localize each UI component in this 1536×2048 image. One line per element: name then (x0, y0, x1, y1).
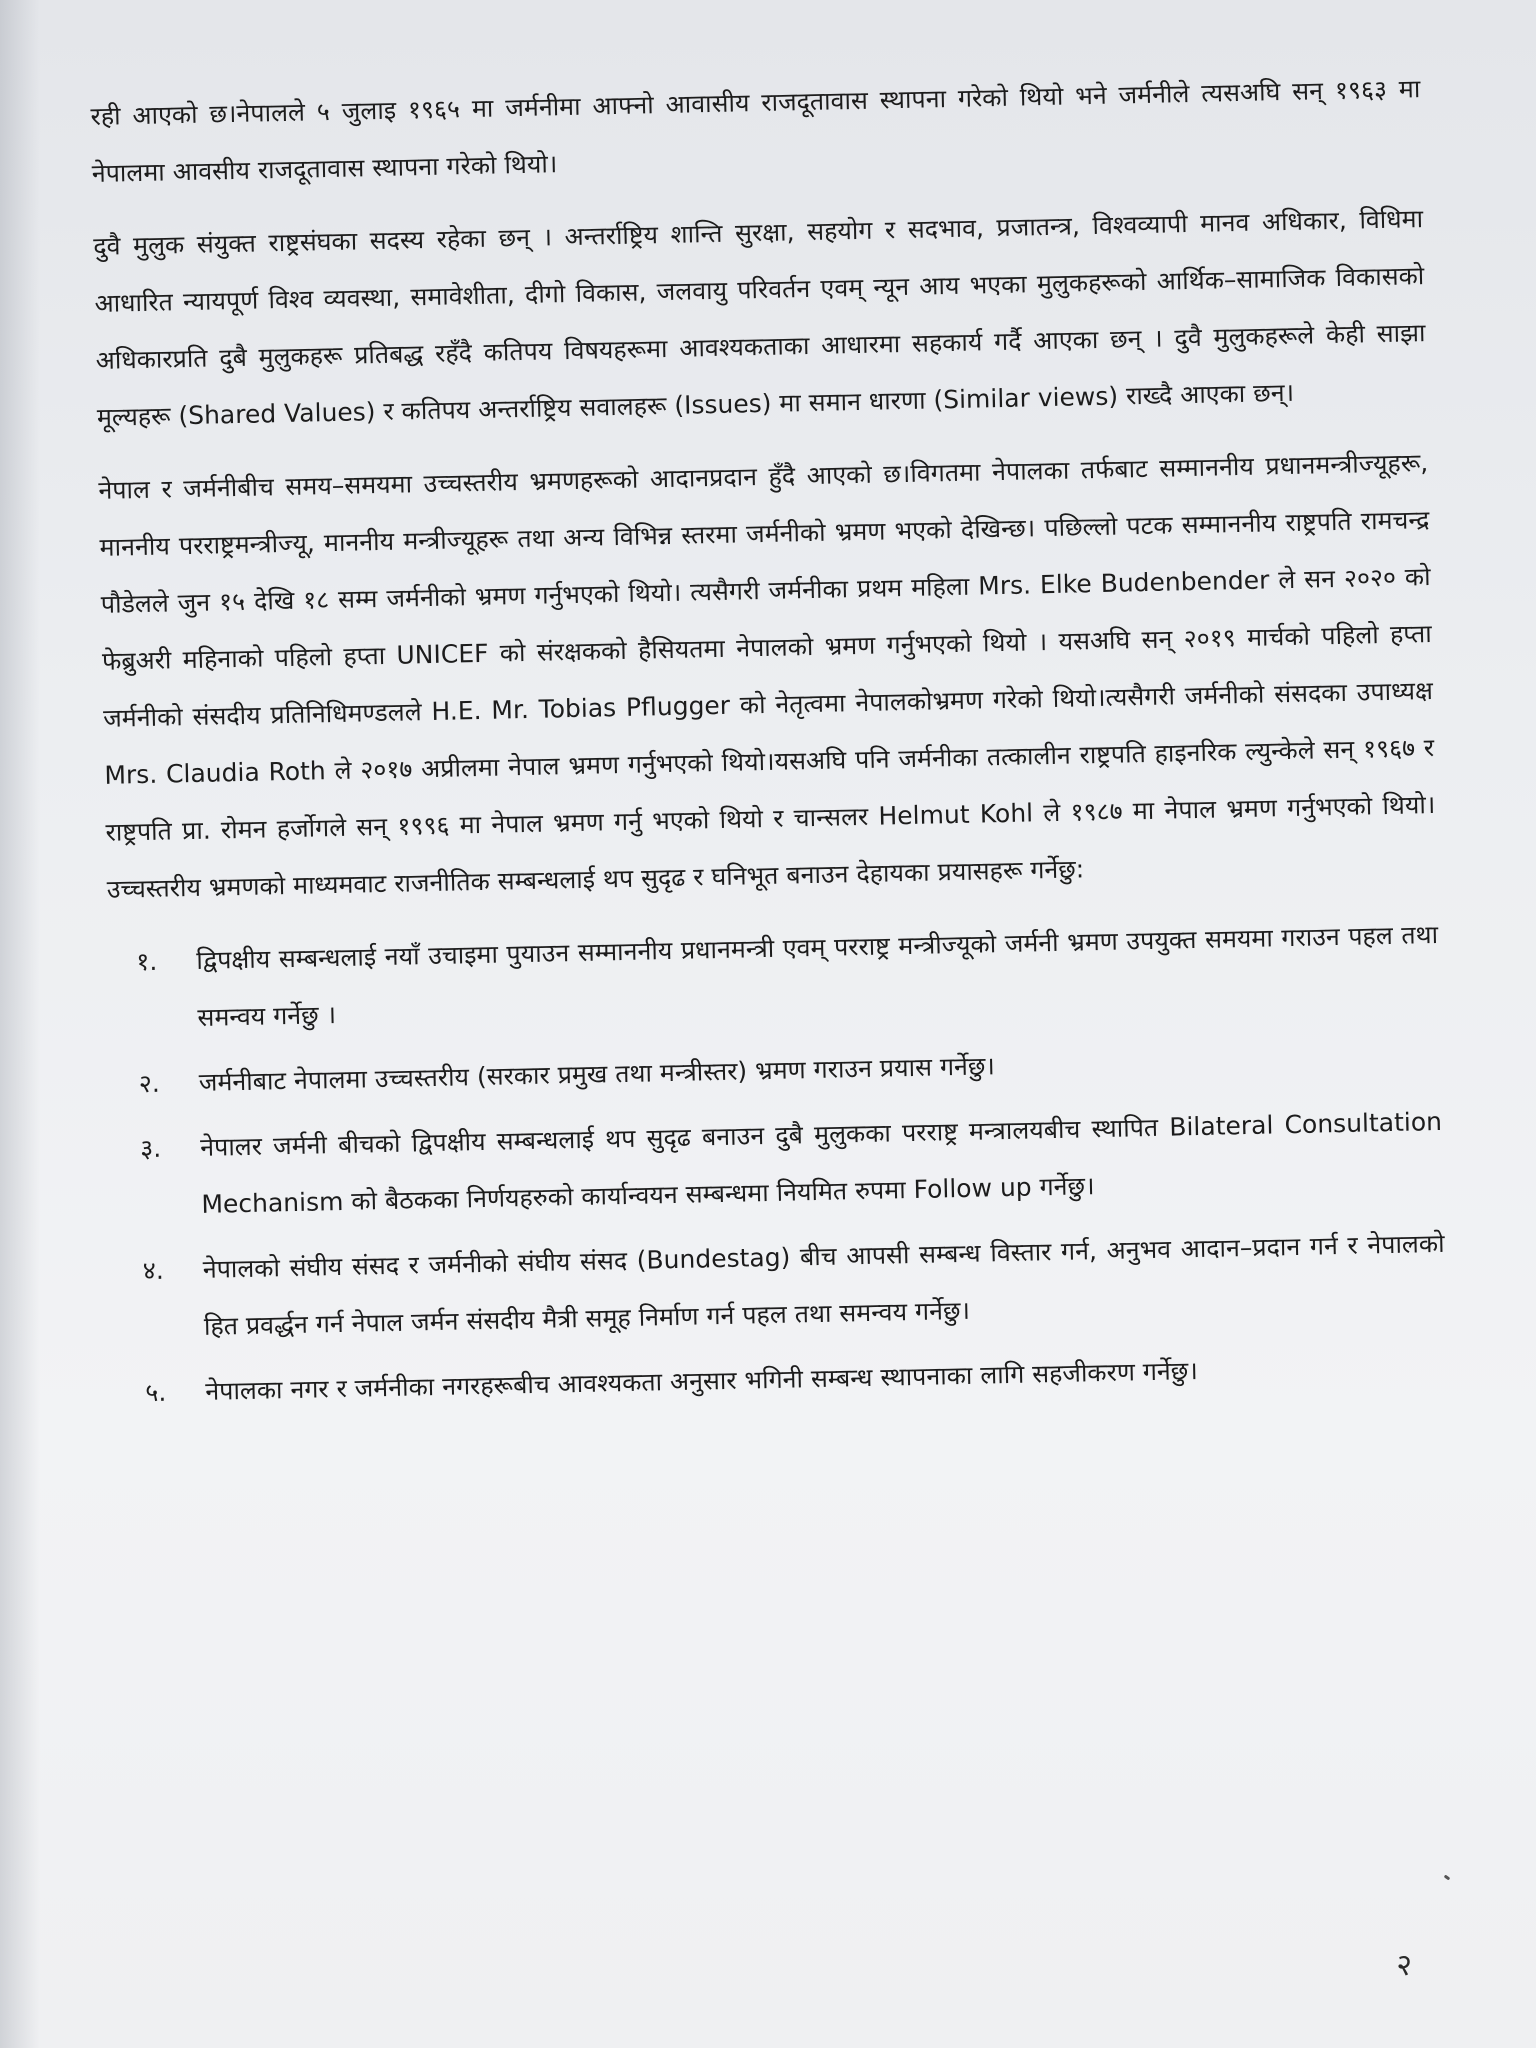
document-body (90, 60, 1448, 1430)
list-item-text: नेपालको संघीय संसद र जर्मनीको संघीय संसद (Bundestag) बीच आपसी सम्बन्ध विस्तार गर्न, अनुभव आदान–प्रदान गर्न र नेपालको हित प्रवर्द्धन गर्न नेपाल जर्मन संसदीय मैत्री समूह निर्माण गर्न पहल तथा समन्वय गर्नेछु। (202, 1228, 1445, 1341)
paragraph-embassy: रही आएको छ।नेपालले ५ जुलाइ १९६५ मा जर्मनीमा आफ्नो आवासीय राजदूतावास स्थापना गरेको थियो भने जर्मनीले त्यसअघि सन् १९६३ मा नेपालमा आवसीय राजदूतावास स्थापना गरेको थियो। (90, 74, 1421, 188)
list-item-number: २. (138, 1068, 161, 1099)
action-list (108, 906, 1448, 1422)
paper-speck (1444, 1875, 1451, 1881)
list-item-number: ४. (142, 1255, 165, 1286)
list-item-number: ३. (139, 1133, 162, 1164)
page-edge-shadow (0, 0, 40, 2048)
page-number: २ (1396, 1948, 1412, 1983)
list-item (112, 1093, 1444, 1235)
paragraph-shared-values: दुवै मुलुक संयुक्त राष्ट्रसंघका सदस्य रहेका छन् । अन्तर्राष्ट्रिय शान्ति सुरक्षा, सहयोग र सदभाव, प्रजातन्त्र, विश्वव्यापी मानव अधिकार, विधिमा आधारित न्यायपूर्ण विश्व व्यवस्था, समावेशीता, दीगो विकास, जलवायु परिवर्तन एवम् न्यून आय भएका मुलुकहरूको आर्थिक–सामाजिक विकासको अधिकारप्रति दुबै मुलुकहरू प्रतिबद्ध रहँदै कतिपय विषयहरूमा आवश्यकताका आधारमा सहकार्य गर्दै आएका छन् । दुवै मुलुकहरूले केही साझा मूल्यहरू (Shared Values) र कतिपय अन्तर्राष्ट्रिय सवालहरू (Issues) मा समान धारणा (Similar views) राख्दै आएका छन्। (93, 204, 1426, 432)
list-item-text: नेपालर जर्मनी बीचको द्विपक्षीय सम्बन्धलाई थप सुदृढ बनाउन दुबै मुलुकका परराष्ट्र मन्त्रालयबीच स्थापित Bilateral Consultation Mechanism को बैठकका निर्णयहरुको कार्यान्वयन सम्बन्धमा नियमित रुपमा Follow up गर्नेछु। (199, 1106, 1443, 1219)
list-item (108, 906, 1440, 1048)
list-item-text: नेपालका नगर र जर्मनीका नगरहरूबीच आवश्यकता अनुसार भगिनी सम्बन्ध स्थापनाका लागि सहजीकरण गर्नेछु। (205, 1356, 1199, 1406)
list-item-number: १. (136, 946, 158, 977)
list-item (114, 1215, 1446, 1357)
list-item-text: द्विपक्षीय सम्बन्धलाई नयाँ उचाइमा पुयाउन सम्माननीय प्रधानमन्त्री एवम् परराष्ट्र मन्त्रीज्यूको जर्मनी भ्रमण उपयुक्त समयमा गराउन पहल तथा समन्वय गर्नेछु । (195, 919, 1439, 1032)
paragraph-high-level-visits: नेपाल र जर्मनीबीच समय–समयमा उच्चस्तरीय भ्रमणहरूको आदानप्रदान हुँदै आएको छ।विगतमा नेपालका तर्फबाट सम्माननीय प्रधानमन्त्रीज्यूहरू, माननीय परराष्ट्रमन्त्रीज्यू, माननीय मन्त्रीज्यूहरू तथा अन्य विभिन्न स्तरमा जर्मनीको भ्रमण भएको देखिन्छ। पछिल्लो पटक सम्माननीय राष्ट्रपति रामचन्द्र पौडेलले जुन १५ देखि १८ सम्म जर्मनीको भ्रमण गर्नुभएको थियो। त्यसैगरी जर्मनीका प्रथम महिला Mrs. Elke Budenbender ले सन २०२० को फेब्रुअरी महिनाको पहिलो हप्ता UNICEF को संरक्षकको हैसियतमा नेपालको भ्रमण गर्नुभएको थियो । यसअघि सन् २०१९ मार्चको पहिलो हप्ता जर्मनीको संसदीय प्रतिनिधिमण्डलले H.E. Mr. Tobias Pflugger को नेतृत्वमा नेपालकोभ्रमण गरेको थियो।त्यसैगरी जर्मनीको संसदका उपाध्यक्ष Mrs. Claudia Roth ले २०१७ अप्रीलमा नेपाल भ्रमण गर्नुभएको थियो।यसअघि पनि जर्मनीका तत्कालीन राष्ट्रपति हाइनरिक ल्युन्केले सन् १९६७ र राष्ट्रपति प्रा. रोमन हर्जोगले सन् १९९६ मा नेपाल भ्रमण गर्नु भएको थियो र चान्सलर Helmut Kohl ले १९८७ मा नेपाल भ्रमण गर्नुभएको थियो।उच्चस्तरीय भ्रमणको माध्यमवाट राजनीतिक सम्बन्धलाई थप सुदृढ र घनिभूत बनाउन देहायका प्रयासहरू गर्नेछु: (98, 448, 1436, 904)
list-item-text: जर्मनीबाट नेपालमा उच्चस्तरीय (सरकार प्रमुख तथा मन्त्रीस्तर) भ्रमण गराउन प्रयास गर्नेछु। (198, 1051, 996, 1097)
list-item-number: ५. (145, 1377, 167, 1408)
